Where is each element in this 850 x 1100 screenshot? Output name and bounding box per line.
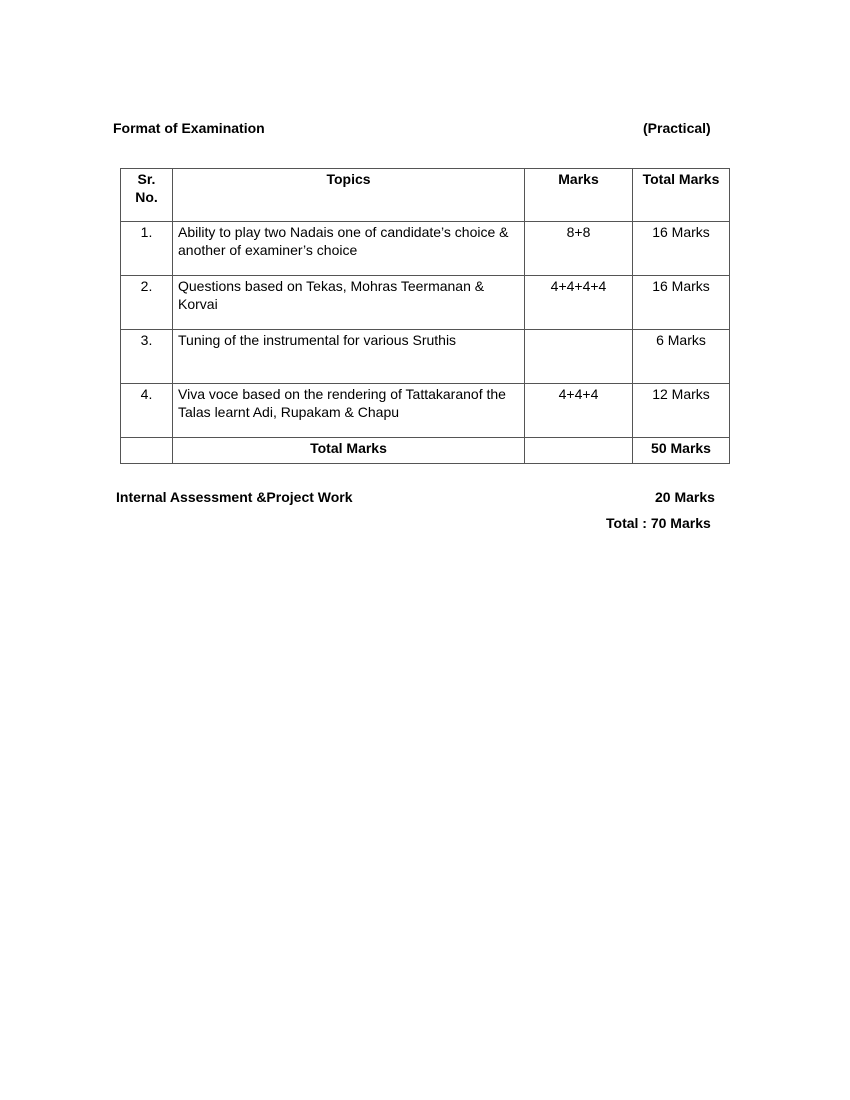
sr-no-cell: 3. bbox=[121, 330, 173, 384]
column-header-total-marks: Total Marks bbox=[633, 169, 730, 222]
grand-total: Total : 70 Marks bbox=[606, 515, 711, 531]
total-marks-cell: 12 Marks bbox=[633, 384, 730, 438]
page-title: Format of Examination bbox=[113, 120, 265, 136]
total-label-cell: Total Marks bbox=[173, 438, 525, 464]
total-marks-cell: 16 Marks bbox=[633, 222, 730, 276]
exam-mode-label: (Practical) bbox=[643, 120, 711, 136]
total-value-cell: 50 Marks bbox=[633, 438, 730, 464]
table-row bbox=[121, 384, 730, 438]
sr-no-cell: 4. bbox=[121, 384, 173, 438]
marks-cell: 8+8 bbox=[525, 222, 633, 276]
table-row bbox=[121, 330, 730, 384]
topic-cell: Ability to play two Nadais one of candidate’s choice & another of examiner’s choice bbox=[173, 222, 525, 276]
column-header-topics: Topics bbox=[173, 169, 525, 222]
topic-cell: Viva voce based on the rendering of Tattakaranof the Talas learnt Adi, Rupakam & Chapu bbox=[173, 384, 525, 438]
marks-table bbox=[120, 168, 730, 464]
marks-cell bbox=[525, 330, 633, 384]
total-marks-cell: 16 Marks bbox=[633, 276, 730, 330]
table-row bbox=[121, 222, 730, 276]
sr-no-cell: 1. bbox=[121, 222, 173, 276]
empty-cell bbox=[121, 438, 173, 464]
table-header-row bbox=[121, 169, 730, 222]
internal-assessment-marks: 20 Marks bbox=[655, 489, 715, 505]
total-row bbox=[121, 438, 730, 464]
empty-cell bbox=[525, 438, 633, 464]
topic-cell: Tuning of the instrumental for various Sruthis bbox=[173, 330, 525, 384]
table-row bbox=[121, 276, 730, 330]
marks-cell: 4+4+4 bbox=[525, 384, 633, 438]
total-marks-cell: 6 Marks bbox=[633, 330, 730, 384]
column-header-marks: Marks bbox=[525, 169, 633, 222]
internal-assessment-label: Internal Assessment &Project Work bbox=[116, 489, 353, 505]
topic-cell: Questions based on Tekas, Mohras Teermanan & Korvai bbox=[173, 276, 525, 330]
sr-no-cell: 2. bbox=[121, 276, 173, 330]
column-header-sr-no: Sr. No. bbox=[121, 169, 173, 222]
marks-cell: 4+4+4+4 bbox=[525, 276, 633, 330]
